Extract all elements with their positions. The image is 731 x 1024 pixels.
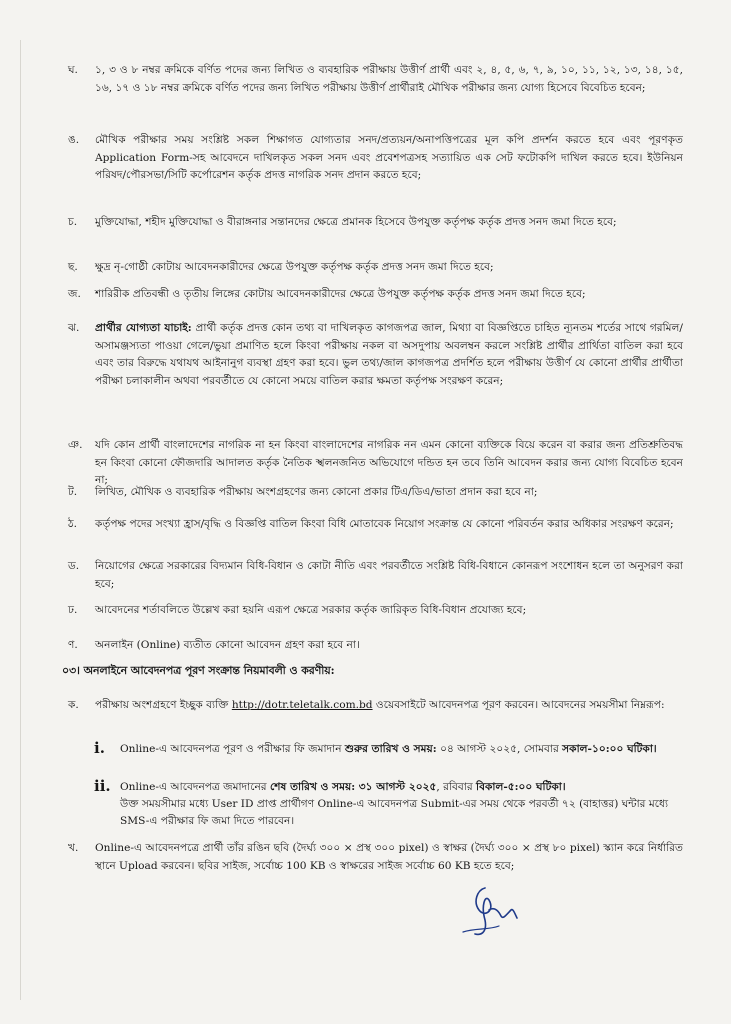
end-text: Online-এ আবেদনপত্র জমাদানের — [120, 781, 270, 793]
item-text-before: পরীক্ষায় অংশগ্রহণে ইচ্ছুক ব্যক্তি — [95, 699, 232, 711]
item-text: শারিরীক প্রতিবন্ধী ও তৃতীয় লিঙ্গের কোটায় আবেদনকারীদের ক্ষেত্রে উপযুক্ত কর্তৃপক্ষ কর্তৃক প্রদত্ত সনদ জমা দিতে হবে; — [95, 288, 586, 300]
item-text: অনলাইন (Online) ব্যতীত কোনো আবেদন গ্রহণ করা হবে না। — [95, 639, 360, 651]
item-ja — [68, 286, 683, 304]
end-label: শেষ তারিখ ও সময়: ৩১ আগস্ট ২০২৫ — [269, 781, 437, 793]
item-text: লিখিত, মৌখিক ও ব্যবহারিক পরীক্ষায় অংশগ্রহণের জন্য কোনো প্রকার টিএ/ডিএ/ভাতা প্রদান করা হবে না; — [95, 486, 538, 498]
item-cha — [68, 214, 683, 232]
item-text: ১, ৩ ও ৮ নম্বর ক্রমিকে বর্ণিত পদের জন্য লিখিত ও ব্যবহারিক পরীক্ষায় উত্তীর্ণ প্রার্থী এবং ২, ৪, ৫, ৬, ৭, ৯, ১০, ১১, ১২, ১৩, ১৪, ১৫, ১৬, ১৭ ও ১৮ নম্বর ক্রমিকে বর্ণিত পদের জন্য লিখিত পরীক্ষায় উত্তীর্ণ প্রার্থীরাই মৌখিক পরীক্ষার জন্য যোগ্য হিসেবে বিবেচিত হবেন; — [95, 64, 683, 94]
roman-numeral: ii. — [94, 777, 111, 795]
item-bold-label: প্রার্থীর যোগ্যতা যাচাই: — [95, 322, 192, 334]
item-text-after: ওয়েবসাইটে আবেদনপত্র পূরণ করবেন। আবেদনের সময়সীমা নিম্নরূপ: — [372, 699, 665, 711]
section-heading — [62, 662, 335, 681]
item-chha — [68, 259, 683, 277]
item-marker: ঝ. — [68, 322, 80, 334]
item-gha — [68, 62, 683, 97]
item-marker: ঘ. — [68, 64, 78, 76]
schedule-start — [94, 739, 683, 758]
schedule-end — [94, 777, 683, 830]
section-number: ০৩। — [62, 664, 80, 677]
item-text: মৌখিক পরীক্ষার সময় সংশ্লিষ্ট সকল শিক্ষাগত যোগ্যতার সনদ/প্রত্যয়ন/অনাপত্তিপত্রের মূল কপি প্রদর্শন করতে হবে এবং পূরণকৃত Application Form-সহ আবেদনে দাখিলকৃত সকল সনদ এবং প্রবেশপত্রসহ সত্যায়িত এক সেট ফটোকপি দাখিল করতে হবে। ইউনিয়ন পরিষদ/পৌরসভা/সিটি কর্পোরেশন কর্তৃক প্রদত্ত নাগরিক সনদ প্রদান করতে হবে; — [95, 134, 683, 181]
item-text: ক্ষুদ্র নৃ-গোষ্ঠী কোটায় আবেদনকারীদের ক্ষেত্রে উপযুক্ত কর্তৃপক্ষ কর্তৃক প্রদত্ত সনদ জমা দিতে হবে; — [95, 261, 494, 273]
start-text: Online-এ আবেদনপত্র পূরণ ও পরীক্ষার ফি জমাদান — [120, 743, 345, 755]
fee-note: উক্ত সময়সীমার মধ্যে User ID প্রাপ্ত প্রার্থীগণ Online-এ আবেদনপত্র Submit-এর সময় থেকে পরবর্তী ৭২ (বাহাত্তর) ঘন্টার মধ্যে SMS-এ পরীক্ষার ফি জমা দিতে পারবেন। — [120, 798, 669, 827]
item-text: মুক্তিযোদ্ধা, শহীদ মুক্তিযোদ্ধা ও বীরাঙ্গনার সন্তানদের ক্ষেত্রে প্রমানক হিসেবে উপযুক্ত কর্তৃপক্ষ কর্তৃক প্রদত্ত সনদ জমা দিতে হবে; — [95, 216, 617, 228]
item-marker: ঠ. — [68, 518, 78, 530]
end-day: , রবিবার — [436, 781, 477, 793]
item-kha — [68, 840, 683, 875]
end-time: বিকাল-৫:০০ ঘটিকা। — [476, 781, 566, 793]
item-text: কর্তৃপক্ষ পদের সংখ্যা হ্রাস/বৃদ্ধি ও বিজ্ঞপ্তি বাতিল কিংবা বিধি মোতাবেক নিয়োগ সংক্রান্ত যে কোনো পরিবর্তন করার অধিকার সংরক্ষণ করেন; — [95, 518, 674, 530]
start-label: শুরুর তারিখ ও সময়: — [344, 743, 437, 755]
item-marker: চ. — [68, 216, 78, 228]
item-ka — [68, 697, 683, 715]
item-marker: ণ. — [68, 639, 78, 651]
teletalk-link[interactable]: http://dotr.teletalk.com.bd — [231, 699, 373, 711]
signature-icon — [455, 880, 525, 944]
item-text: যদি কোন প্রার্থী বাংলাদেশের নাগরিক না হন কিংবা বাংলাদেশের নাগরিক নন এমন কোনো ব্যক্তিকে বিয়ে করেন বা করার জন্য প্রতিশ্রুতিবদ্ধ হন কিংবা কোনো ফৌজদারি আদালত কর্তৃক নৈতিক স্খলনজনিত অভিযোগে দন্ডিত হন তবে তিনি আবেদন করার জন্য যোগ্য বিবেচিত হবেন না; — [95, 439, 683, 486]
start-time: সকাল-১০:০০ ঘটিকা। — [562, 743, 657, 755]
item-text: আবেদনের শর্তাবলিতে উল্লেখ করা হয়নি এরূপ ক্ষেত্রে সরকার কর্তৃক জারিকৃত বিধি-বিধান প্রযোজ্য হবে; — [95, 604, 527, 616]
item-marker: ঙ. — [68, 134, 80, 146]
roman-numeral: i. — [94, 739, 105, 757]
item-marker: ক. — [68, 699, 79, 711]
item-marker: ছ. — [68, 261, 78, 273]
item-body: প্রার্থী কর্তৃক প্রদত্ত কোন তথ্য বা দাখিলকৃত কাগজপত্র জাল, মিথ্যা বা বিজ্ঞপ্তিতে চাহিত ন্যূনতম শর্তের সাথে গরমিল/অসামঞ্জস্যতা পাওয়া গেলে/ভুয়া প্রমাণিত হলে কিংবা পরীক্ষায় নকল বা অসদুপায় অবলম্বন করলে সংশ্লিষ্ট প্রার্থীর প্রার্থিতা বাতিল করা হবে এবং তার বিরুদ্ধে যথাযথ আইনানুগ ব্যবস্থা গ্রহণ করা হবে। ভুল তথ্য/জাল কাগজপত্র প্রদর্শিত হলে পরীক্ষায় উত্তীর্ণ যে কোনো প্রার্থীর প্রার্থীতা পরীক্ষা চলাকালীন অথবা পরবর্তীতে যে কোনো সময়ে বাতিল করার ক্ষমতা কর্তৃপক্ষ সংরক্ষণ করেন; — [95, 322, 684, 387]
item-marker: ড. — [68, 560, 80, 572]
start-date: ০৪ আগস্ট ২০২৫, সোমবার — [436, 743, 563, 755]
item-marker: ট. — [68, 486, 78, 498]
page-edge — [20, 40, 21, 1000]
item-na — [68, 637, 683, 655]
item-marker: ঢ. — [68, 604, 78, 616]
item-jha — [68, 320, 684, 390]
item-nya — [68, 437, 683, 490]
item-ta — [68, 484, 683, 502]
item-dha — [68, 602, 683, 620]
section-title: অনলাইনে আবেদনপত্র পূরণ সংক্রান্ত নিয়মাবলী ও করণীয়: — [83, 664, 335, 677]
item-text — [95, 697, 683, 715]
item-text — [95, 320, 683, 390]
item-tha — [68, 516, 683, 534]
item-da — [68, 558, 683, 593]
item-marker: জ. — [68, 288, 81, 300]
item-umo — [68, 132, 683, 185]
item-marker: খ. — [68, 842, 79, 854]
item-marker: ঞ. — [68, 439, 83, 451]
item-text: Online-এ আবেদনপত্রে প্রার্থী তাঁর রঙিন ছবি (দৈর্ঘ্য ৩০০ × প্রস্থ ৩০০ pixel) ও স্বাক্ষর (দৈর্ঘ্য ৩০০ × প্রস্থ ৮০ pixel) স্ক্যান করে নির্ধারিত স্থানে Upload করবেন। ছবির সাইজ, সর্বোচ্চ 100 KB ও স্বাক্ষরের সাইজ সর্বোচ্চ 60 KB হতে হবে; — [95, 842, 683, 872]
item-text: নিয়োগের ক্ষেত্রে সরকারের বিদ্যমান বিধি-বিধান ও কোটা নীতি এবং পরবর্তীতে সংশ্লিষ্ট বিধি-বিধানে কোনরূপ সংশোধন হলে তা অনুসরণ করা হবে; — [95, 560, 683, 590]
